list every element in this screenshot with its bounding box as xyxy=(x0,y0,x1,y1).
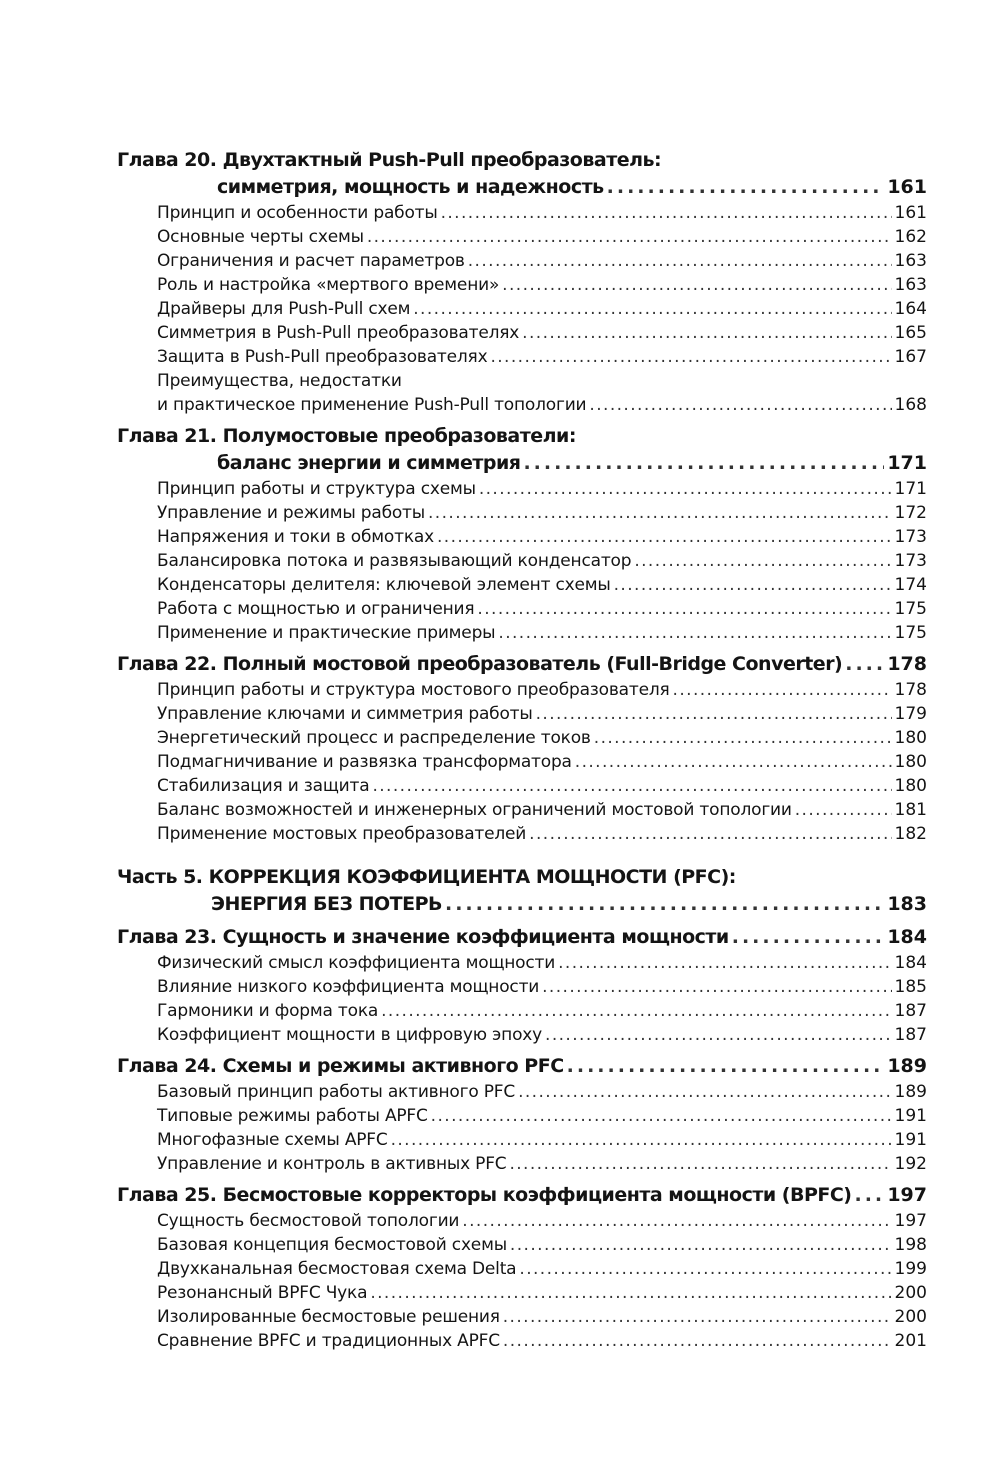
page-number: 172 xyxy=(894,503,927,523)
dot-leader xyxy=(431,1104,892,1128)
chapter-heading xyxy=(117,651,927,678)
entry-title: Базовая концепция бесмостовой схемы xyxy=(157,1235,507,1255)
page-number: 179 xyxy=(894,704,927,724)
toc-entry xyxy=(117,249,927,273)
dot-leader xyxy=(462,1209,891,1233)
page-number: 181 xyxy=(894,800,927,820)
table-of-contents xyxy=(117,147,927,1353)
page-number: 184 xyxy=(894,953,927,973)
toc-entry xyxy=(117,702,927,726)
dot-leader xyxy=(558,951,891,975)
dot-leader xyxy=(498,621,891,645)
chapter-23 xyxy=(117,924,927,1047)
dot-leader xyxy=(575,750,892,774)
page-number: 162 xyxy=(894,227,927,247)
entry-title: Балансировка потока и развязывающий конденсатор xyxy=(157,551,632,571)
entry-title: Принцип работы и структура схемы xyxy=(157,479,476,499)
page-number: 198 xyxy=(894,1235,927,1255)
entry-title: Стабилизация и защита xyxy=(157,776,370,796)
page-number: 171 xyxy=(894,479,927,499)
toc-entry xyxy=(117,1128,927,1152)
toc-entry xyxy=(117,750,927,774)
page-number: 178 xyxy=(887,653,927,675)
chapter-24 xyxy=(117,1053,927,1176)
chapter-title: Глава 22. Полный мостовой преобразователь (Full-Bridge Converter) xyxy=(117,653,843,675)
dot-leader xyxy=(795,798,892,822)
toc-entry xyxy=(117,1329,927,1353)
page-number: 167 xyxy=(894,347,927,367)
toc-entry xyxy=(117,999,927,1023)
page-number: 174 xyxy=(894,575,927,595)
toc-entry xyxy=(117,1257,927,1281)
toc-entry xyxy=(117,573,927,597)
entry-title: Сравнение BPFC и традиционных APFC xyxy=(157,1331,500,1351)
dot-leader xyxy=(445,891,884,918)
entry-title: Преимущества, недостатки xyxy=(157,371,402,391)
page-number: 163 xyxy=(894,251,927,271)
dot-leader xyxy=(518,1080,891,1104)
dot-leader xyxy=(545,1023,892,1047)
toc-entry xyxy=(117,345,927,369)
entry-title: Ограничения и расчет параметров xyxy=(157,251,465,271)
chapter-20 xyxy=(117,147,927,417)
dot-leader xyxy=(391,1128,892,1152)
toc-entry xyxy=(117,1080,927,1104)
toc-entry xyxy=(117,726,927,750)
entry-title: Многофазные схемы APFC xyxy=(157,1130,388,1150)
entry-title: Применение и практические примеры xyxy=(157,623,496,643)
chapter-subtitle: баланс энергии и симметрия xyxy=(217,452,521,474)
entry-title: Изолированные бесмостовые решения xyxy=(157,1307,500,1327)
entry-title: Гармоники и форма тока xyxy=(157,1001,379,1021)
dot-leader xyxy=(367,225,892,249)
entry-title: Симметрия в Push-Pull преобразователях xyxy=(157,323,520,343)
entry-title: Управление ключами и симметрия работы xyxy=(157,704,533,724)
dot-leader xyxy=(519,1257,891,1281)
dot-leader xyxy=(607,174,884,201)
toc-entry xyxy=(117,1233,927,1257)
page-number: 183 xyxy=(887,893,927,915)
chapter-heading xyxy=(117,1182,927,1209)
dot-leader xyxy=(441,201,892,225)
dot-leader xyxy=(567,1053,884,1080)
toc-entry xyxy=(117,1152,927,1176)
dot-leader xyxy=(381,999,891,1023)
entry-title: Резонансный BPFC Чука xyxy=(157,1283,368,1303)
page-number: 187 xyxy=(894,1025,927,1045)
toc-entry xyxy=(117,273,927,297)
dot-leader xyxy=(634,549,891,573)
entry-title: Принцип и особенности работы xyxy=(157,203,438,223)
chapter-heading-continued xyxy=(117,174,927,201)
part-title: Часть 5. КОРРЕКЦИЯ КОЭФФИЦИЕНТА МОЩНОСТИ (PFC): xyxy=(117,866,736,888)
toc-entry xyxy=(117,477,927,501)
page-number: 180 xyxy=(894,752,927,772)
toc-entry xyxy=(117,525,927,549)
dot-leader xyxy=(732,924,884,951)
chapter-title: Глава 24. Схемы и режимы активного PFC xyxy=(117,1055,564,1077)
entry-title: Коэффициент мощности в цифровую эпоху xyxy=(157,1025,543,1045)
toc-entry xyxy=(117,201,927,225)
entry-title: и практическое применение Push-Pull топологии xyxy=(157,395,587,415)
part-subtitle: ЭНЕРГИЯ БЕЗ ПОТЕРЬ xyxy=(211,893,442,915)
entry-title: Напряжения и токи в обмотках xyxy=(157,527,434,547)
entry-title: Драйверы для Push-Pull схем xyxy=(157,299,411,319)
page-number: 182 xyxy=(894,824,927,844)
chapter-heading-continued xyxy=(117,450,927,477)
dot-leader xyxy=(522,321,891,345)
entry-title: Конденсаторы делителя: ключевой элемент схемы xyxy=(157,575,611,595)
dot-leader xyxy=(428,501,892,525)
toc-entry xyxy=(117,1281,927,1305)
toc-entry xyxy=(117,621,927,645)
dot-leader xyxy=(529,822,891,846)
toc-entry xyxy=(117,1023,927,1047)
entry-title: Управление и контроль в активных PFC xyxy=(157,1154,507,1174)
dot-leader xyxy=(594,726,892,750)
part-5 xyxy=(117,864,927,918)
page-number: 175 xyxy=(894,599,927,619)
dot-leader xyxy=(845,651,884,678)
toc-entry xyxy=(117,975,927,999)
page-number: 191 xyxy=(894,1130,927,1150)
toc-entry xyxy=(117,369,927,393)
chapter-21 xyxy=(117,423,927,645)
page-number: 187 xyxy=(894,1001,927,1021)
page-number: 165 xyxy=(894,323,927,343)
entry-title: Подмагничивание и развязка трансформатора xyxy=(157,752,572,772)
chapter-25 xyxy=(117,1182,927,1353)
entry-title: Двухканальная бесмостовая схема Delta xyxy=(157,1259,517,1279)
page-number: 168 xyxy=(894,395,927,415)
page-number: 173 xyxy=(894,527,927,547)
part-heading xyxy=(117,864,927,891)
chapter-title: Глава 20. Двухтактный Push-Pull преобразователь: xyxy=(117,149,662,171)
entry-title: Принцип работы и структура мостового преобразователя xyxy=(157,680,670,700)
dot-leader xyxy=(479,477,892,501)
entry-title: Роль и настройка «мертвого времени» xyxy=(157,275,500,295)
dot-leader xyxy=(468,249,892,273)
chapter-title: Глава 25. Бесмостовые корректоры коэффициента мощности (BPFC) xyxy=(117,1184,852,1206)
page-number: 161 xyxy=(887,176,927,198)
chapter-heading xyxy=(117,147,927,174)
dot-leader xyxy=(509,1152,891,1176)
dot-leader xyxy=(372,774,891,798)
page-number: 189 xyxy=(887,1055,927,1077)
entry-title: Базовый принцип работы активного PFC xyxy=(157,1082,516,1102)
chapter-22 xyxy=(117,651,927,846)
dot-leader xyxy=(536,702,892,726)
entry-title: Сущность бесмостовой топологии xyxy=(157,1211,460,1231)
toc-entry xyxy=(117,297,927,321)
page-number: 184 xyxy=(887,926,927,948)
entry-title: Физический смысл коэффициента мощности xyxy=(157,953,556,973)
toc-entry xyxy=(117,225,927,249)
toc-entry xyxy=(117,597,927,621)
dot-leader xyxy=(503,1305,892,1329)
chapter-title: Глава 21. Полумостовые преобразователи: xyxy=(117,425,576,447)
dot-leader xyxy=(614,573,892,597)
page-number: 197 xyxy=(887,1184,927,1206)
dot-leader xyxy=(673,678,892,702)
part-heading-continued xyxy=(117,891,927,918)
page-number: 171 xyxy=(887,452,927,474)
toc-entry xyxy=(117,549,927,573)
dot-leader xyxy=(589,393,891,417)
toc-entry xyxy=(117,678,927,702)
page-number: 192 xyxy=(894,1154,927,1174)
toc-entry xyxy=(117,951,927,975)
dot-leader xyxy=(523,450,884,477)
toc-entry xyxy=(117,1305,927,1329)
page-number: 180 xyxy=(894,728,927,748)
entry-title: Управление и режимы работы xyxy=(157,503,425,523)
chapter-heading xyxy=(117,1053,927,1080)
page-number: 163 xyxy=(894,275,927,295)
chapter-heading xyxy=(117,423,927,450)
toc-entry xyxy=(117,1104,927,1128)
toc-entry xyxy=(117,321,927,345)
toc-entry-continued xyxy=(117,393,927,417)
dot-leader xyxy=(477,597,891,621)
page-number: 200 xyxy=(894,1283,927,1303)
dot-leader xyxy=(854,1182,884,1209)
dot-leader xyxy=(503,1329,892,1353)
chapter-subtitle: симметрия, мощность и надежность xyxy=(217,176,604,198)
toc-entry xyxy=(117,798,927,822)
entry-title: Типовые режимы работы APFC xyxy=(157,1106,428,1126)
chapter-heading xyxy=(117,924,927,951)
page-number: 201 xyxy=(894,1331,927,1351)
entry-title: Энергетический процесс и распределение токов xyxy=(157,728,591,748)
chapter-title: Глава 23. Сущность и значение коэффициента мощности xyxy=(117,926,729,948)
page-number: 161 xyxy=(894,203,927,223)
page-number: 180 xyxy=(894,776,927,796)
entry-title: Основные черты схемы xyxy=(157,227,364,247)
dot-leader xyxy=(510,1233,892,1257)
toc-entry xyxy=(117,1209,927,1233)
toc-entry xyxy=(117,822,927,846)
page-number: 175 xyxy=(894,623,927,643)
toc-entry xyxy=(117,774,927,798)
page-number: 200 xyxy=(894,1307,927,1327)
entry-title: Влияние низкого коэффициента мощности xyxy=(157,977,540,997)
page-number: 189 xyxy=(894,1082,927,1102)
page-number: 173 xyxy=(894,551,927,571)
page-number: 199 xyxy=(894,1259,927,1279)
page-number: 191 xyxy=(894,1106,927,1126)
page-number: 197 xyxy=(894,1211,927,1231)
entry-title: Применение мостовых преобразователей xyxy=(157,824,527,844)
dot-leader xyxy=(490,345,891,369)
entry-title: Защита в Push-Pull преобразователях xyxy=(157,347,488,367)
dot-leader xyxy=(370,1281,891,1305)
dot-leader xyxy=(542,975,891,999)
page-number: 164 xyxy=(894,299,927,319)
dot-leader xyxy=(437,525,892,549)
toc-entry xyxy=(117,501,927,525)
entry-title: Баланс возможностей и инженерных ограничений мостовой топологии xyxy=(157,800,792,820)
page-number: 185 xyxy=(894,977,927,997)
entry-title: Работа с мощностью и ограничения xyxy=(157,599,475,619)
page-number: 178 xyxy=(894,680,927,700)
dot-leader xyxy=(502,273,891,297)
dot-leader xyxy=(413,297,891,321)
